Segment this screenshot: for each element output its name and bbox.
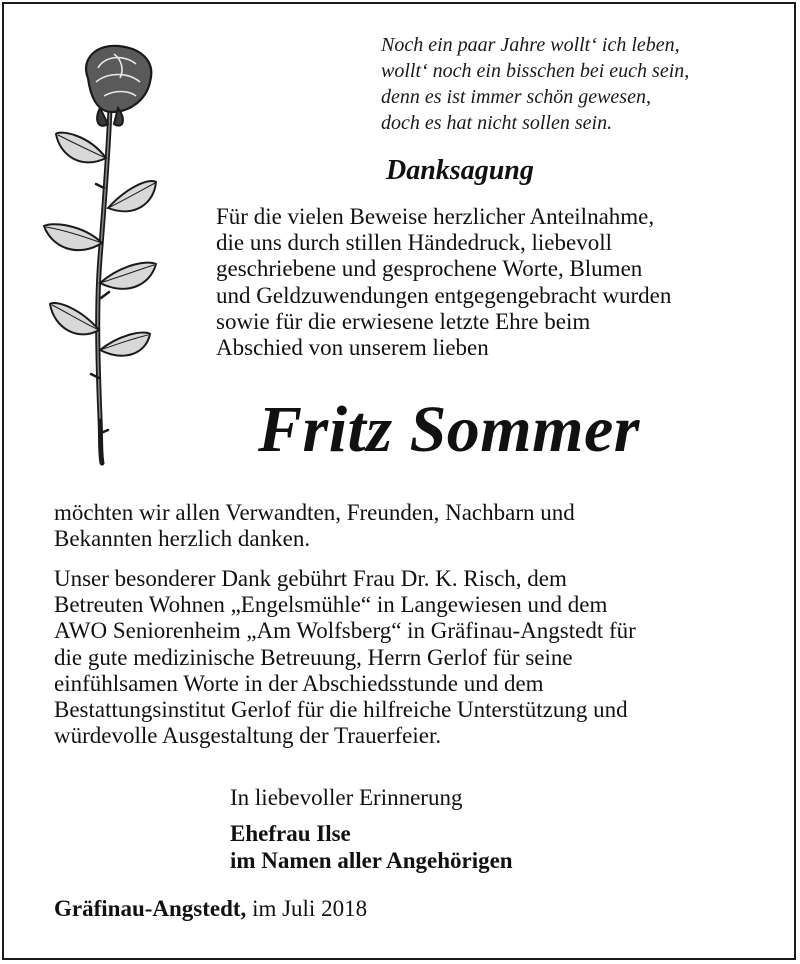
intro-line: die uns durch stillen Händedruck, liebevoll	[216, 230, 613, 256]
special-thanks-line: Unser besonderer Dank gebührt Frau Dr. K. Risch, dem	[54, 566, 567, 591]
poem-line: doch es hat nicht sollen sein.	[381, 112, 613, 134]
special-thanks-paragraph	[54, 566, 636, 749]
special-thanks-line: Betreuten Wohnen „Engelsmühle“ in Langewiesen und dem	[54, 592, 608, 618]
poem-line: denn es ist immer schön gewesen,	[381, 86, 651, 108]
intro-line: Für die vielen Beweise herzlicher Anteilnahme,	[216, 204, 655, 229]
poem-line: Noch ein paar Jahre wollt‘ ich leben,	[381, 34, 680, 56]
intro-line: Abschied von unserem lieben	[216, 335, 489, 361]
signer-family: im Namen aller Angehörigen	[230, 848, 513, 873]
special-thanks-line: Bestattungsinstitut Gerlof für die hilfreiche Unterstützung und	[54, 697, 628, 723]
special-thanks-line: einfühlsamen Worte in der Abschiedsstunde und dem	[54, 670, 544, 696]
intro-line: und Geldzuwendungen entgegengebracht wurden	[216, 282, 672, 308]
thanks-line: möchten wir allen Verwandten, Freunden, Nachbarn und	[54, 500, 575, 525]
rose-icon	[38, 38, 168, 468]
place-date-line	[54, 895, 367, 923]
memory-line: In liebevoller Erinnerung	[230, 785, 463, 810]
intro-line: geschriebene und gesprochene Worte, Blumen	[216, 256, 643, 282]
thanks-paragraph	[54, 500, 575, 552]
deceased-name: Fritz Sommer	[258, 393, 640, 466]
place-name: Gräfinau-Angstedt,	[54, 896, 247, 921]
thanks-line: Bekannten herzlich danken.	[54, 526, 311, 552]
memorial-poem	[381, 32, 689, 136]
intro-paragraph	[216, 204, 671, 361]
signers-block	[230, 820, 513, 874]
signer-name: Ehefrau Ilse	[230, 821, 351, 846]
notice-heading: Danksagung	[386, 155, 534, 186]
poem-line: wollt‘ noch ein bisschen bei euch sein,	[381, 60, 690, 82]
special-thanks-line: die gute medizinische Betreuung, Herrn Gerlof für seine	[54, 644, 573, 670]
special-thanks-line: würdevolle Ausgestaltung der Trauerfeier.	[54, 723, 442, 749]
special-thanks-line: AWO Seniorenheim „Am Wolfsberg“ in Gräfinau-Angstedt für	[54, 618, 636, 644]
intro-line: sowie für die erwiesene letzte Ehre beim	[216, 308, 591, 334]
notice-date: im Juli 2018	[252, 896, 368, 921]
